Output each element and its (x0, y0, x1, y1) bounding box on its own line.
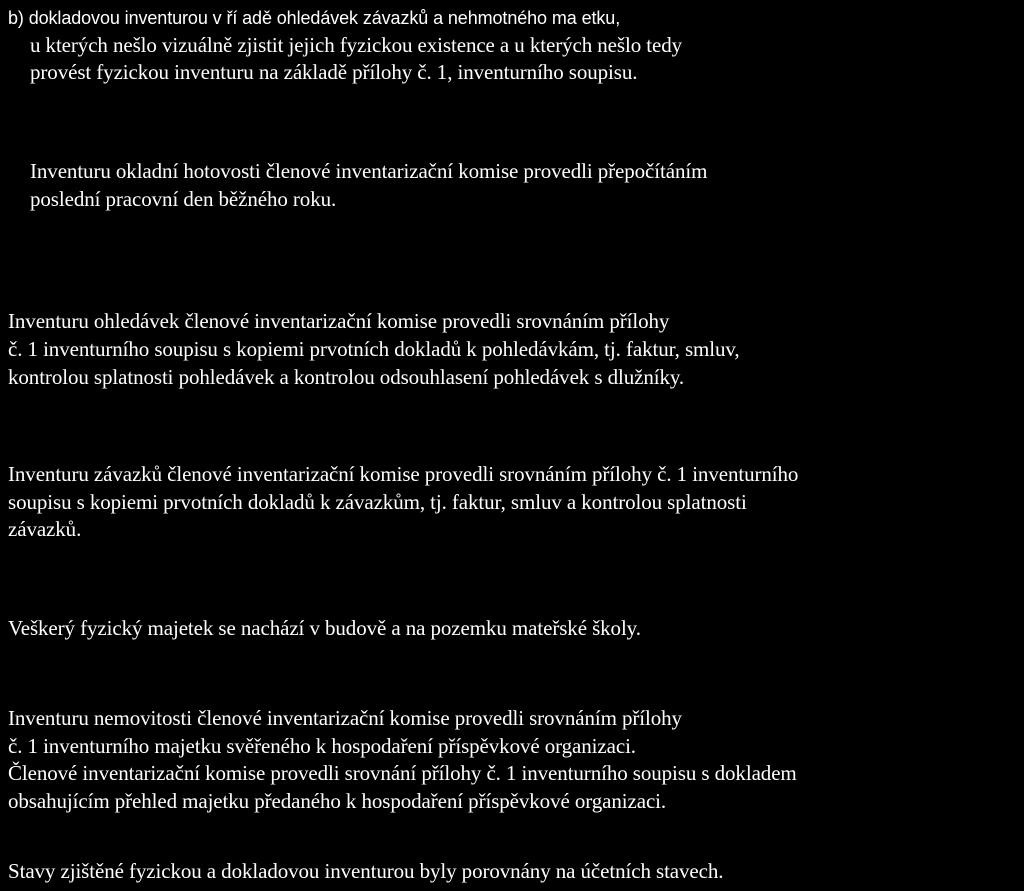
conclusion-line-1: Stavy zjištěné fyzickou a dokladovou inventurou byly porovnány na účetních stavech. (8, 859, 724, 883)
section-b-line-3: provést fyzickou inventuru na základě přílohy č. 1, inventurního soupisu. (30, 60, 638, 84)
receivables-line-3: kontrolou splatnosti pohledávek a kontrolou odsouhlasení pohledávek s dlužníky. (8, 365, 685, 389)
real-estate-line-4: obsahujícím přehled majetku předaného k hospodaření příspěvkové organizaci. (8, 789, 667, 813)
real-estate-line-1: Inventuru nemovitosti členové inventarizační komise provedli srovnáním přílohy (8, 706, 682, 730)
real-estate-line-3: Členové inventarizační komise provedli srovnání přílohy č. 1 inventurního soupisu s dokladem (8, 761, 797, 785)
cash-line-2: poslední pracovní den běžného roku. (30, 187, 337, 211)
receivables-line-1: Inventuru ohledávek členové inventarizační komise provedli srovnáním přílohy (8, 309, 670, 333)
liabilities-line-3: závazků. (8, 517, 82, 541)
physical-assets-line-1: Veškerý fyzický majetek se nachází v budově a na pozemku mateřské školy. (8, 616, 641, 640)
liabilities-line-1: Inventuru závazků členové inventarizační komise provedli srovnáním přílohy č. 1 inventurního (8, 462, 799, 486)
section-b-line-1: b) dokladovou inventurou v ří adě ohledávek závazků a nehmotného ma etku, (8, 8, 621, 28)
receivables-line-2: č. 1 inventurního soupisu s kopiemi prvotních dokladů k pohledávkám, tj. faktur, smluv, (8, 337, 740, 361)
real-estate-line-2: č. 1 inventurního majetku svěřeného k hospodaření příspěvkové organizaci. (8, 734, 636, 758)
cash-line-1: Inventuru okladní hotovosti členové inventarizační komise provedli přepočítáním (30, 159, 708, 183)
liabilities-line-2: soupisu s kopiemi prvotních dokladů k závazkům, tj. faktur, smluv a kontrolou splatnosti (8, 490, 747, 514)
section-b-line-2: u kterých nešlo vizuálně zjistit jejich fyzickou existence a u kterých nešlo tedy (30, 33, 683, 57)
